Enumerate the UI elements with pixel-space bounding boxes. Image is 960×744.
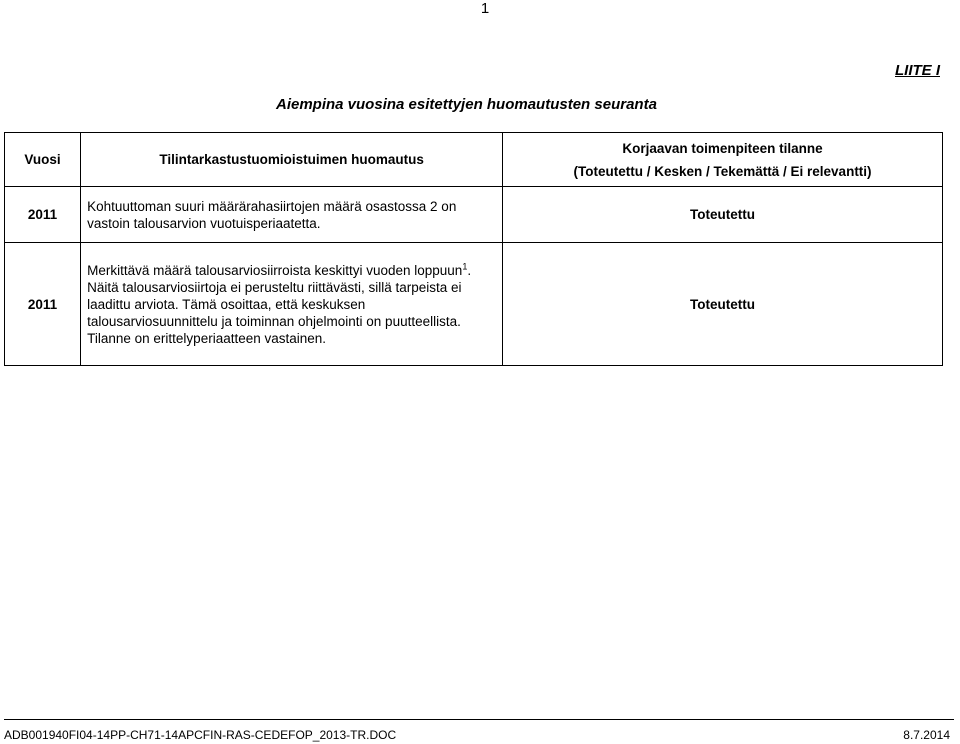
observation-text-part-1: Merkittävä määrä talousarviosiirroista keskittyi vuoden loppuun — [87, 262, 463, 278]
footer-document-reference: ADB001940FI04-14PP-CH71-14APCFIN-RAS-CEDEFOP_2013-TR.DOC — [4, 728, 397, 742]
header-observation: Tilintarkastustuomioistuimen huomautus — [81, 133, 503, 187]
table-header-row — [5, 133, 943, 187]
row-status: Toteutettu — [503, 243, 943, 366]
row-observation — [81, 243, 503, 366]
row-year: 2011 — [5, 187, 81, 243]
row-status: Toteutettu — [503, 187, 943, 243]
observation-text-part-2: . Näitä talousarviosiirtoja ei perusteltu riittävästi, sillä tarpeista ei laadittu arviota. Tämä osoittaa, että keskuksen talousarviosuunnittelu ja toiminnan ohjelmointi on puutteellista. Tilanne on erittelyperiaatteen vastainen. — [87, 262, 472, 346]
document-title: Aiempina vuosina esitettyjen huomautusten seuranta — [276, 96, 657, 113]
footer-divider — [4, 719, 954, 720]
header-status-title: Korjaavan toimenpiteen tilanne — [622, 140, 823, 156]
appendix-label: LIITE I — [895, 62, 940, 79]
table-row — [5, 243, 943, 366]
header-status-subtitle: (Toteutettu / Kesken / Tekemättä / Ei relevantti) — [573, 163, 872, 179]
row-observation: Kohtuuttoman suuri määrärahasiirtojen määrä osastossa 2 on vastoin talousarvion vuotuisperiaatetta. — [81, 187, 503, 243]
header-status — [503, 133, 943, 187]
follow-up-table — [4, 132, 943, 366]
table-row — [5, 187, 943, 243]
footer-date: 8.7.2014 — [903, 728, 950, 742]
page-number: 1 — [480, 0, 490, 17]
header-year: Vuosi — [5, 133, 81, 187]
row-year: 2011 — [5, 243, 81, 366]
footnote-reference[interactable]: 1 — [462, 261, 468, 271]
